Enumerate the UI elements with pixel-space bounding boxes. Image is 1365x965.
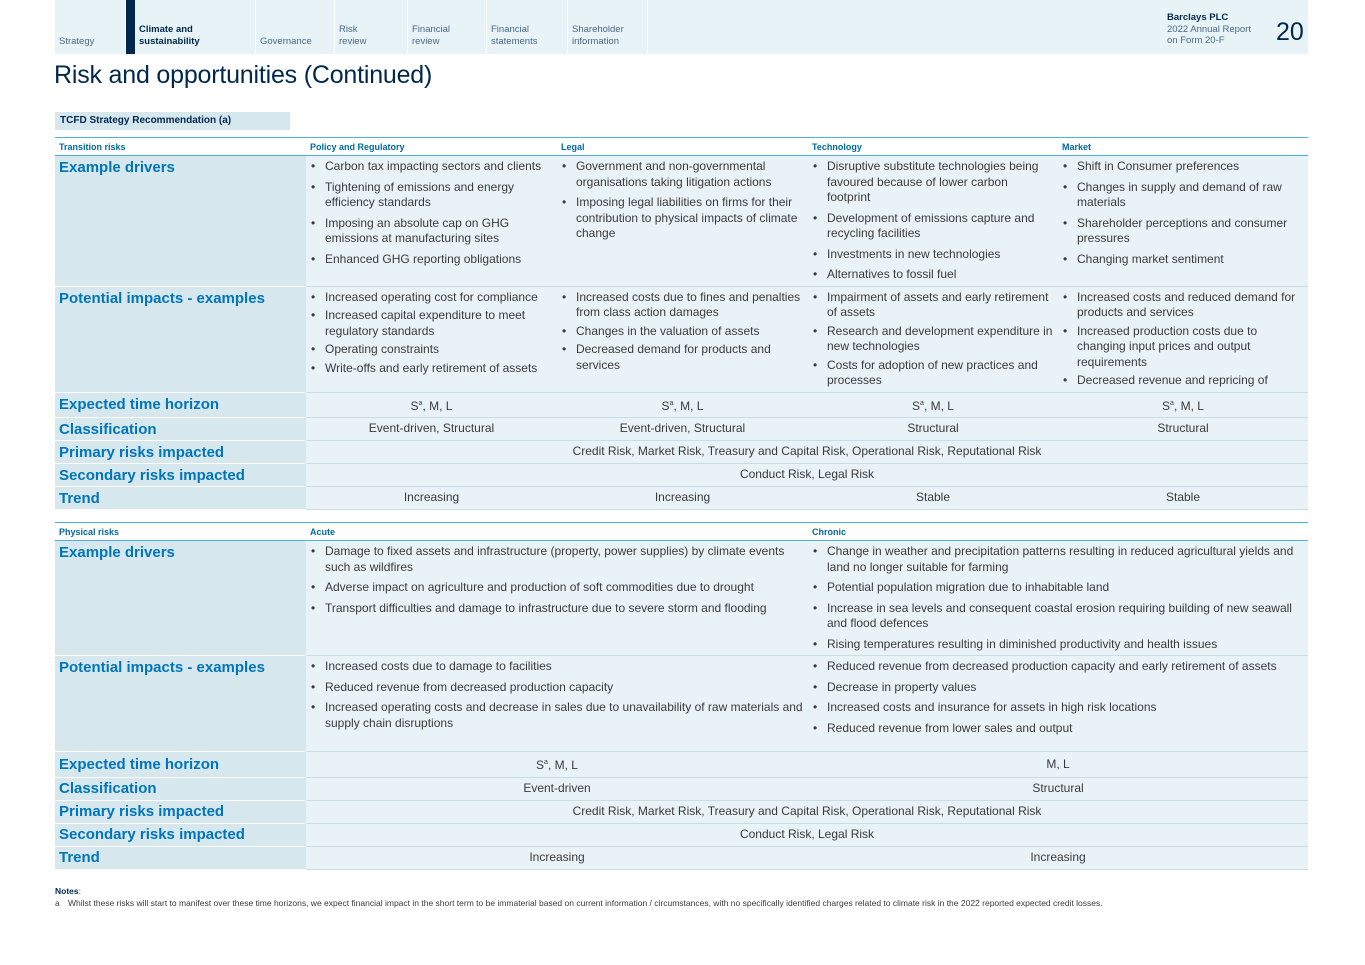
row-label: Potential impacts - examples (55, 286, 306, 392)
list-item: • Carbon tax impacting sectors and clients (310, 159, 553, 175)
list-item: • Increased production costs due to changing input prices and output requirements (1062, 324, 1304, 371)
list-item: • Damage to fixed assets and infrastructure (property, power supplies) by climate events such as wildfires (310, 544, 804, 575)
list-item: • Increased costs and reduced demand for products and services (1062, 290, 1304, 321)
table-row (55, 156, 1308, 287)
row-label: Trend (55, 487, 306, 510)
bullet-list (310, 290, 553, 377)
list-item: • Shareholder perceptions and consumer pressures (1062, 216, 1304, 247)
row-label: Classification (55, 777, 306, 800)
note-letter: a (55, 898, 60, 908)
row-label: Primary risks impacted (55, 441, 306, 464)
time-horizon-cell: $S^a$, M, L (557, 392, 808, 418)
time-horizon-cell: $S^a$, M, L (306, 392, 557, 418)
tab-shareholder-information[interactable]: Shareholder information (568, 0, 648, 54)
table-row (55, 752, 1308, 778)
row-label: Classification (55, 418, 306, 441)
list-item: • Reduced revenue from decreased production capacity (310, 680, 804, 696)
page-title: Risk and opportunities (Continued) (54, 61, 433, 89)
list-item: • Enhanced GHG reporting obligations (310, 252, 553, 268)
list-item: • Increased operating cost for compliance (310, 290, 553, 306)
time-horizon-cell: $S^a$, M, L (306, 752, 808, 778)
time-horizon-cell: M, L (808, 752, 1308, 778)
list-item: • Rising temperatures resulting in diminished productivity and health issues (812, 637, 1304, 653)
recommendation-label: TCFD Strategy Recommendation (a) (55, 112, 290, 130)
trend-cell: Increasing (808, 846, 1308, 869)
row-label: Example drivers (55, 156, 306, 287)
column-header: Market (1058, 138, 1308, 156)
trend-cell: Increasing (306, 487, 557, 510)
bullet-list (310, 544, 804, 616)
list-item: • Impairment of assets and early retirement of assets (812, 290, 1054, 321)
list-item: • Investments in new technologies (812, 247, 1054, 263)
bullet-list (812, 544, 1304, 652)
classification-cell: Structural (808, 777, 1308, 800)
tab-financial-statements[interactable]: Financial statements (487, 0, 568, 54)
column-header: Acute (306, 523, 808, 541)
table-row (55, 541, 1308, 656)
transition-risks-table (55, 137, 1308, 510)
table-row (55, 441, 1308, 464)
row-label: Secondary risks impacted (55, 464, 306, 487)
bullet-list (812, 290, 1054, 389)
table-row (55, 464, 1308, 487)
trend-cell: Increasing (557, 487, 808, 510)
list-item: • Decrease in property values (812, 680, 1304, 696)
bullet-list (1062, 290, 1304, 389)
bullet-list (310, 659, 804, 731)
list-item: • Reduced revenue from lower sales and output (812, 721, 1304, 737)
row-label: Secondary risks impacted (55, 823, 306, 846)
table-header-row (55, 138, 1308, 156)
tab-strategy[interactable]: Strategy (55, 0, 126, 54)
tab-financial-review[interactable]: Financial review (408, 0, 487, 54)
physical-risks-header: Physical risks (55, 523, 306, 541)
column-header: Policy and Regulatory (306, 138, 557, 156)
row-label: Potential impacts - examples (55, 656, 306, 752)
bullet-list (310, 159, 553, 267)
report-brand (1167, 12, 1251, 47)
table-row (55, 656, 1308, 752)
bullet-list (812, 159, 1054, 283)
list-item: • Potential population migration due to inhabitable land (812, 580, 1304, 596)
tab-governance[interactable]: Governance (256, 0, 335, 54)
table-row (55, 823, 1308, 846)
row-label: Trend (55, 846, 306, 869)
list-item: • Research and development expenditure in new technologies (812, 324, 1054, 355)
list-item: • Costs for adoption of new practices and processes (812, 358, 1054, 389)
classification-cell: Event-driven, Structural (557, 418, 808, 441)
list-item: • Increased costs and insurance for assets in high risk locations (812, 700, 1304, 716)
list-item: • Disruptive substitute technologies being favoured because of lower carbon footprint (812, 159, 1054, 206)
row-label: Example drivers (55, 541, 306, 656)
list-item: • Development of emissions capture and recycling facilities (812, 211, 1054, 242)
tab-climate-and-sustainability[interactable]: Climate and sustainability (126, 0, 256, 54)
column-header: Technology (808, 138, 1058, 156)
list-item: • Increased costs due to fines and penalties from class action damages (561, 290, 804, 321)
trend-cell: Stable (808, 487, 1058, 510)
page-number: 20 (1276, 18, 1304, 46)
column-header: Chronic (808, 523, 1308, 541)
brand-subtitle-2: on Form 20-F (1167, 35, 1225, 46)
brand-subtitle-1: 2022 Annual Report (1167, 23, 1251, 35)
list-item: • Tightening of emissions and energy efficiency standards (310, 180, 553, 211)
list-item: • Changes in supply and demand of raw materials (1062, 180, 1304, 211)
list-item: • Changing market sentiment (1062, 252, 1304, 268)
table-row (55, 846, 1308, 869)
time-horizon-cell: $S^a$, M, L (808, 392, 1058, 418)
list-item: • Decreased demand for products and services (561, 342, 804, 373)
trend-cell: Stable (1058, 487, 1308, 510)
table-row (55, 777, 1308, 800)
active-tab-indicator (126, 0, 135, 54)
table-row (55, 487, 1308, 510)
list-item: • Transport difficulties and damage to infrastructure due to severe storm and flooding (310, 601, 804, 617)
classification-cell: Structural (808, 418, 1058, 441)
list-item: • Increased costs due to damage to facilities (310, 659, 804, 675)
list-item: • Increased capital expenditure to meet regulatory standards (310, 308, 553, 339)
table-header-row (55, 523, 1308, 541)
bullet-list (561, 290, 804, 374)
classification-cell: Structural (1058, 418, 1308, 441)
physical-risks-table (55, 522, 1308, 870)
bullet-list (812, 659, 1304, 736)
table-row (55, 800, 1308, 823)
list-item: • Government and non-governmental organisations taking litigation actions (561, 159, 804, 190)
list-item: • Imposing an absolute cap on GHG emissions at manufacturing sites (310, 216, 553, 247)
list-item: • Imposing legal liabilities on firms for their contribution to physical impacts of climate change (561, 195, 804, 242)
row-label: Expected time horizon (55, 752, 306, 778)
primary-risks-cell: Credit Risk, Market Risk, Treasury and Capital Risk, Operational Risk, Reputational Risk (306, 441, 1308, 464)
list-item: • Increased operating costs and decrease in sales due to unavailability of raw materials and supply chain disruptions (310, 700, 804, 731)
note-text: Whilst these risks will start to manifest over these time horizons, we expect financial impact in the short term to be immaterial based on current information / circumstances, with no specifically identified charges related to climate risk in the 2022 reported expected credit losses. (68, 898, 1103, 908)
time-horizon-cell: $S^a$, M, L (1058, 392, 1308, 418)
primary-risks-cell: Credit Risk, Market Risk, Treasury and Capital Risk, Operational Risk, Reputational Risk (306, 800, 1308, 823)
list-item: • Decreased revenue and repricing of (1062, 373, 1304, 389)
table-row (55, 392, 1308, 418)
list-item: • Alternatives to fossil fuel (812, 267, 1054, 283)
list-item: • Operating constraints (310, 342, 553, 358)
list-item: • Adverse impact on agriculture and production of soft commodities due to drought (310, 580, 804, 596)
list-item: • Changes in the valuation of assets (561, 324, 804, 340)
classification-cell: Event-driven, Structural (306, 418, 557, 441)
bullet-list (561, 159, 804, 242)
row-label: Primary risks impacted (55, 800, 306, 823)
transition-risks-header: Transition risks (55, 138, 306, 156)
list-item: • Change in weather and precipitation patterns resulting in reduced agricultural yields and land no longer suitable for farming (812, 544, 1304, 575)
list-item: • Write-offs and early retirement of assets (310, 361, 553, 377)
secondary-risks-cell: Conduct Risk, Legal Risk (306, 823, 1308, 846)
list-item: • Reduced revenue from decreased production capacity and early retirement of assets (812, 659, 1304, 675)
secondary-risks-cell: Conduct Risk, Legal Risk (306, 464, 1308, 487)
classification-cell: Event-driven (306, 777, 808, 800)
row-label: Expected time horizon (55, 392, 306, 418)
top-navigation (55, 0, 1308, 54)
trend-cell: Increasing (306, 846, 808, 869)
tab-risk-review[interactable]: Risk review (335, 0, 408, 54)
column-header: Legal (557, 138, 808, 156)
bullet-list (1062, 159, 1304, 267)
footnotes: Notes: a Whilst these risks will start to manifest over these time horizons, we expect financial impact in the short term to be immaterial based on current information / circumstances, with no specifically identified charges related to climate risk in the 2022 reported expected credit losses. (55, 886, 1103, 908)
table-row (55, 418, 1308, 441)
list-item: • Shift in Consumer preferences (1062, 159, 1304, 175)
table-row (55, 286, 1308, 392)
notes-heading: Notes (55, 886, 79, 896)
brand-name: Barclays PLC (1167, 12, 1229, 23)
list-item: • Increase in sea levels and consequent coastal erosion requiring building of new seawall and flood defences (812, 601, 1304, 632)
